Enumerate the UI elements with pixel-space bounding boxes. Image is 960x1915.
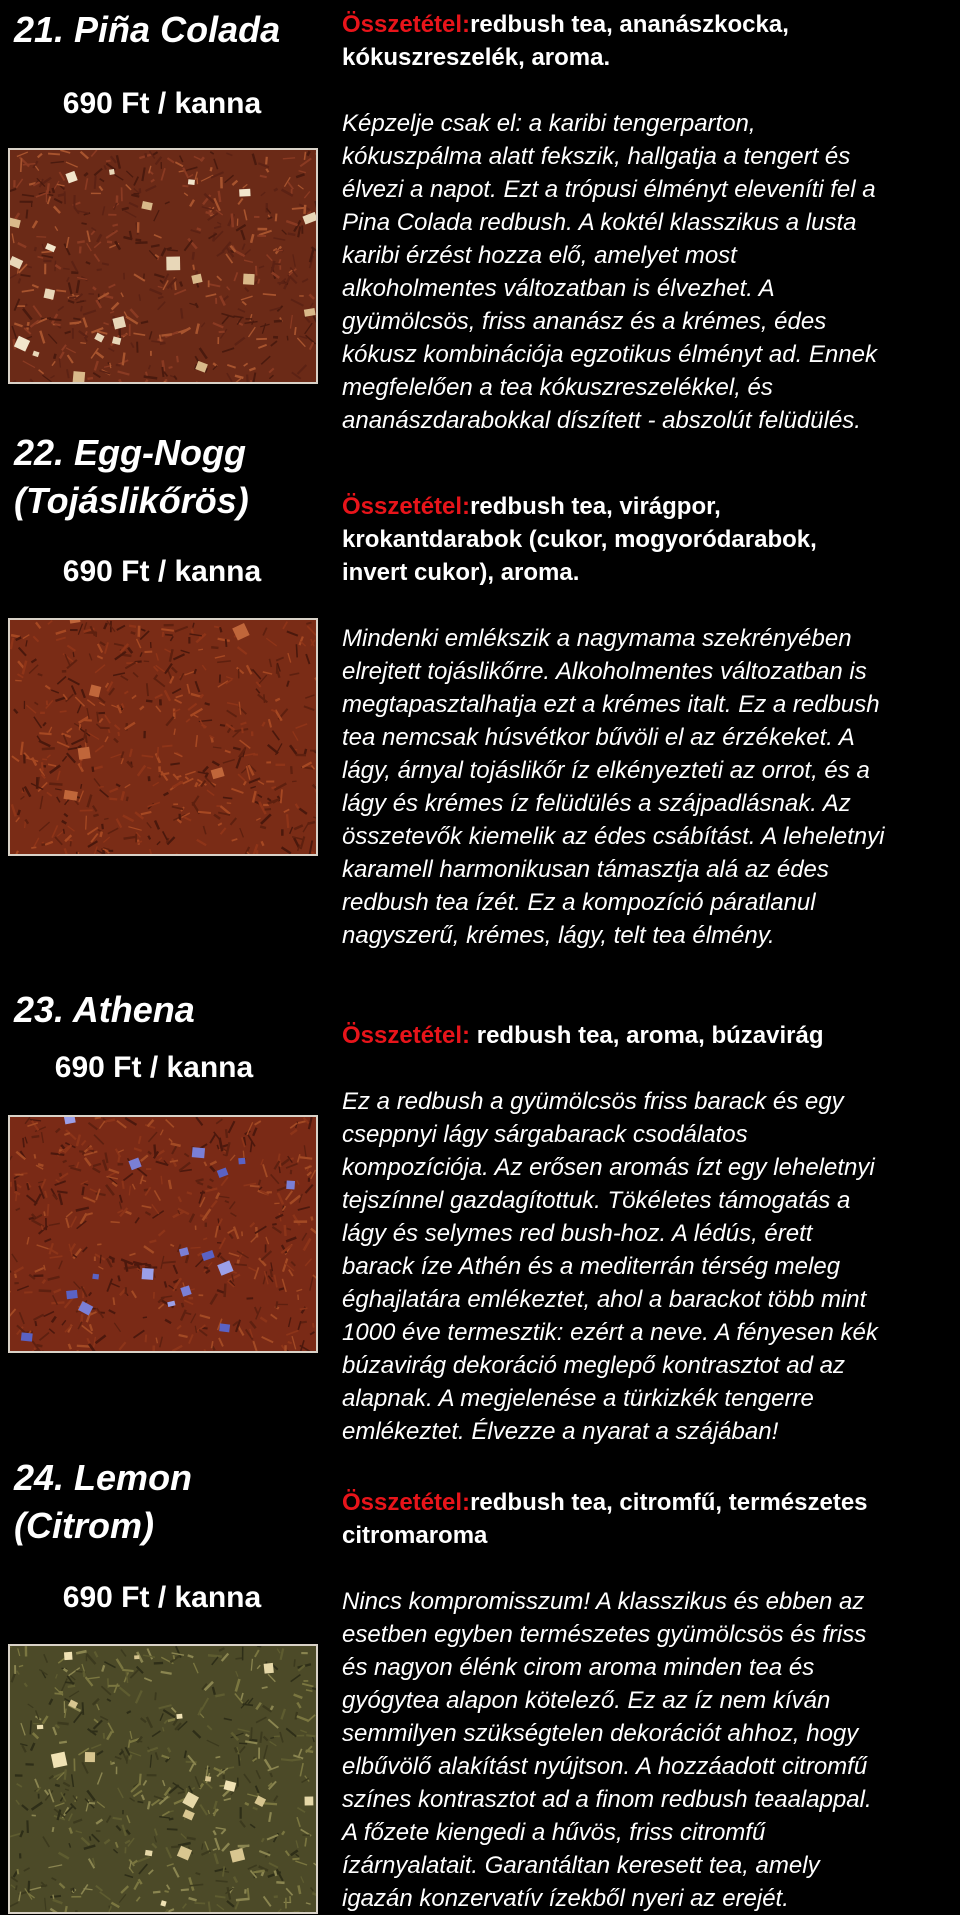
leaf-strand xyxy=(134,1264,147,1265)
leaf-strand xyxy=(265,809,271,810)
leaf-strand xyxy=(169,1180,171,1189)
leaf-strand xyxy=(25,821,26,828)
leaf-strand xyxy=(287,1228,291,1229)
leaf-strand xyxy=(294,1659,295,1666)
leaf-strand xyxy=(242,728,243,734)
leaf-strand xyxy=(208,1655,222,1656)
tea-leaves-svg xyxy=(10,1646,316,1912)
leaf-strand xyxy=(17,1869,18,1874)
leaf-strand xyxy=(260,176,267,177)
leaf-strand xyxy=(311,1216,312,1220)
composition xyxy=(342,8,954,74)
leaf-strand xyxy=(69,297,76,298)
leaf-strand xyxy=(82,1187,83,1195)
leaf-strand xyxy=(81,1314,82,1322)
leaf-strand xyxy=(15,1274,16,1278)
leaf-strand xyxy=(276,1882,284,1883)
leaf-strand xyxy=(130,231,131,238)
ingredient-piece xyxy=(21,1332,33,1341)
leaf-strand xyxy=(63,268,69,269)
ingredient-piece xyxy=(305,1796,314,1805)
leaf-strand xyxy=(262,1687,268,1688)
ingredient-piece xyxy=(37,1725,43,1730)
leaf-strand xyxy=(53,1827,54,1832)
leaf-strand xyxy=(263,294,276,295)
leaf-strand xyxy=(49,319,61,320)
composition-line: redbush tea, citromfű, természetes xyxy=(470,1489,867,1516)
leaf-strand xyxy=(49,784,62,785)
leaf-strand xyxy=(239,1743,247,1744)
ingredient-piece xyxy=(85,1752,95,1762)
leaf-strand xyxy=(38,674,43,675)
ingredient-piece xyxy=(51,1752,68,1769)
leaf-strand xyxy=(260,827,266,829)
leaf-strand xyxy=(86,816,87,830)
ingredient-piece xyxy=(109,169,115,175)
leaf-strand xyxy=(130,1755,132,1760)
composition xyxy=(342,1019,954,1052)
leaf-strand xyxy=(180,282,182,287)
leaf-strand xyxy=(146,1335,147,1343)
composition-line: kókuszreszelék, aroma. xyxy=(342,44,610,71)
composition-line: redbush tea, virágpor, xyxy=(470,493,721,520)
leaf-strand xyxy=(279,1160,280,1167)
leaf-strand xyxy=(226,1129,227,1138)
leaf-strand xyxy=(287,814,288,828)
leaf-strand xyxy=(295,327,296,335)
tea-description: Mindenki emlékszik a nagymama szekrényében elrejtett tojáslikőrre. Alkoholmentes változatban is megtapasztalhatja ezt a krémes italt. Ez a redbush tea nemcsak húsvétkor bűvöli el az érzékeket. A lágy, árnyal tojáslikőr íz elkényezteti az orrot, és a lágy és krémes íz felüdülés a szájpadlásnak. Az összetevők kiemelik az édes csábítást. A leheletnyi karamell harmonikusan támasztja alá az édes redbush tea ízét. Ez a kompozíció páratlanul nagyszerű, krémes, lágy, telt tea élmény. xyxy=(342,622,958,952)
leaf-strand xyxy=(296,644,297,657)
tea-price: 690 Ft / kanna xyxy=(12,554,312,590)
leaf-strand xyxy=(35,1321,36,1326)
composition xyxy=(342,1486,954,1552)
leaf-strand xyxy=(108,1678,109,1688)
leaf-strand xyxy=(167,1829,178,1830)
leaf-strand xyxy=(53,1895,54,1899)
leaf-strand xyxy=(140,1774,141,1786)
leaf-strand xyxy=(236,1899,249,1900)
leaf-strand xyxy=(16,1194,17,1201)
leaf-strand xyxy=(193,265,194,270)
leaf-strand xyxy=(195,783,197,787)
leaf-strand xyxy=(38,1164,43,1166)
leaf-strand xyxy=(304,205,305,214)
leaf-strand xyxy=(220,725,225,726)
leaf-strand xyxy=(42,759,47,760)
leaf-strand xyxy=(84,1671,85,1677)
leaf-strand xyxy=(151,245,160,247)
leaf-strand xyxy=(305,749,306,755)
leaf-strand xyxy=(155,1692,156,1700)
leaf-strand xyxy=(73,318,80,319)
leaf-strand xyxy=(79,1151,83,1152)
composition-label: Összetétel: xyxy=(342,1489,470,1516)
leaf-strand xyxy=(143,1317,147,1318)
tea-title: 21. Piña Colada xyxy=(14,6,324,54)
leaf-strand xyxy=(95,176,96,189)
composition xyxy=(342,490,954,589)
ingredient-piece xyxy=(78,747,91,760)
composition-line: citromaroma xyxy=(342,1522,487,1549)
composition-label: Összetétel: xyxy=(342,493,470,520)
leaf-strand xyxy=(35,247,36,251)
leaf-strand xyxy=(169,367,173,368)
leaf-strand xyxy=(245,1803,249,1805)
leaf-strand xyxy=(263,1803,277,1804)
leaf-strand xyxy=(80,343,86,344)
leaf-strand xyxy=(204,1267,208,1268)
leaf-strand xyxy=(102,263,109,264)
tea-leaves-image xyxy=(8,618,318,856)
leaf-strand xyxy=(213,232,215,241)
ingredient-piece xyxy=(145,1850,153,1856)
leaf-strand xyxy=(32,1136,40,1137)
leaf-strand xyxy=(87,378,93,379)
leaf-strand xyxy=(243,1151,244,1158)
leaf-strand xyxy=(170,763,179,764)
leaf-strand xyxy=(193,252,194,260)
tea-leaves-svg xyxy=(10,620,316,854)
leaf-strand xyxy=(93,815,98,816)
leaf-strand xyxy=(238,1260,239,1264)
ingredient-piece xyxy=(142,1268,154,1280)
tea-title: 23. Athena xyxy=(14,986,324,1034)
leaf-strand xyxy=(39,1291,52,1292)
leaf-strand xyxy=(271,1269,272,1277)
leaf-strand xyxy=(63,829,64,834)
leaf-strand xyxy=(77,852,78,854)
leaf-strand xyxy=(219,191,221,202)
leaf-strand xyxy=(298,1885,300,1894)
tea-description: Ez a redbush a gyümölcsös friss barack és egy cseppnyi lágy sárgabarack csodálatos kompozíciója. Az erősen aromás ízt egy leheletnyi tejszínnel gazdagítottuk. Tökéletes támogatás a lágy és selymes red bush-hoz. A lédús, érett barack íze Athén és a mediterrán térség meleg éghajlatára emlékeztet, ahol a barackot több mint 1000 éve termesztik: ezért a neve. A fényesen kék búzavirág dekoráció meglepő kontrasztot ad az alapnak. A megjelenése a türkizkék tengerre emlékeztet. Élvezze a nyarat a szájában! xyxy=(342,1085,958,1448)
leaf-strand xyxy=(34,1154,35,1158)
leaf-strand xyxy=(291,766,292,774)
leaf-strand xyxy=(111,1222,120,1223)
leaf-strand xyxy=(57,1723,68,1724)
leaf-strand xyxy=(81,306,82,311)
leaf-strand xyxy=(86,735,87,743)
ingredient-piece xyxy=(176,1714,182,1719)
leaf-strand xyxy=(145,153,146,157)
leaf-strand xyxy=(249,1740,257,1741)
leaf-strand xyxy=(197,228,201,230)
leaf-strand xyxy=(100,1255,101,1264)
leaf-strand xyxy=(60,711,67,712)
ingredient-piece xyxy=(92,1274,99,1280)
leaf-strand xyxy=(80,810,93,811)
leaf-strand xyxy=(292,1859,299,1860)
leaf-strand xyxy=(131,632,135,634)
leaf-strand xyxy=(216,1757,221,1758)
leaf-strand xyxy=(181,308,182,318)
leaf-strand xyxy=(260,1732,261,1743)
tea-leaves-image xyxy=(8,1644,318,1914)
leaf-strand xyxy=(274,321,282,322)
leaf-strand xyxy=(216,1881,228,1882)
leaf-strand xyxy=(198,812,211,813)
leaf-strand xyxy=(251,1727,252,1739)
leaf-strand xyxy=(198,649,203,650)
composition-line: redbush tea, aroma, búzavirág xyxy=(470,1022,823,1049)
leaf-strand xyxy=(60,1173,61,1177)
leaf-strand xyxy=(162,367,163,377)
leaf-strand xyxy=(274,189,278,191)
leaf-strand xyxy=(122,1670,133,1671)
leaf-strand xyxy=(167,250,177,251)
leaf-strand xyxy=(26,210,27,219)
leaf-strand xyxy=(109,799,117,800)
leaf-strand xyxy=(165,1891,169,1892)
leaf-strand xyxy=(39,733,51,734)
leaf-strand xyxy=(90,1836,91,1840)
leaf-strand xyxy=(48,154,60,155)
leaf-strand xyxy=(226,639,227,647)
leaf-strand xyxy=(21,158,22,172)
leaf-strand xyxy=(186,1762,197,1763)
ingredient-piece xyxy=(192,1147,205,1158)
leaf-strand xyxy=(55,1785,60,1786)
tea-price: 690 Ft / kanna xyxy=(12,1580,312,1616)
leaf-strand xyxy=(235,1658,242,1659)
leaf-strand xyxy=(211,647,218,648)
leaf-strand xyxy=(154,1144,155,1155)
leaf-strand xyxy=(234,1264,247,1265)
leaf-strand xyxy=(181,1889,189,1890)
leaf-strand xyxy=(118,732,119,736)
leaf-strand xyxy=(288,1342,292,1343)
leaf-strand xyxy=(174,1655,175,1659)
ingredient-piece xyxy=(134,1655,139,1659)
leaf-strand xyxy=(69,1166,75,1167)
ingredient-piece xyxy=(166,256,180,270)
leaf-strand xyxy=(11,635,20,637)
leaf-strand xyxy=(122,208,129,210)
leaf-strand xyxy=(274,1736,280,1737)
leaf-strand xyxy=(41,251,51,252)
leaf-strand xyxy=(209,1901,210,1911)
leaf-strand xyxy=(285,1225,286,1236)
leaf-strand xyxy=(73,652,74,657)
leaf-strand xyxy=(23,1138,24,1148)
leaf-strand xyxy=(287,336,288,341)
leaf-strand xyxy=(182,1303,183,1307)
leaf-strand xyxy=(138,1802,144,1803)
leaf-strand xyxy=(271,787,276,788)
leaf-strand xyxy=(211,167,212,171)
leaf-strand xyxy=(161,1176,162,1185)
leaf-strand xyxy=(58,194,65,195)
leaf-strand xyxy=(70,323,80,324)
leaf-strand xyxy=(162,746,172,747)
leaf-strand xyxy=(162,1262,176,1263)
leaf-strand xyxy=(80,246,81,253)
leaf-strand xyxy=(288,234,296,235)
leaf-strand xyxy=(70,841,71,847)
leaf-strand xyxy=(63,1161,67,1163)
leaf-strand xyxy=(272,1224,276,1225)
leaf-strand xyxy=(118,1276,119,1282)
leaf-strand xyxy=(65,1769,66,1779)
leaf-strand xyxy=(77,241,85,242)
leaf-strand xyxy=(157,747,158,758)
tea-leaves-svg xyxy=(10,1117,316,1351)
leaf-strand xyxy=(127,797,128,801)
leaf-strand xyxy=(28,1881,29,1893)
leaf-strand xyxy=(110,363,111,368)
leaf-strand xyxy=(30,1720,31,1734)
leaf-strand xyxy=(182,186,188,187)
tea-description: Képzelje csak el: a karibi tengerparton, kókuszpálma alatt fekszik, hallgatja a tengert és élvezi a napot. Ezt a trópusi élményt eleveníti fel a Pina Colada redbush. A koktél klasszikus a lusta karibi érzést hozza elő, amelyet most alkoholmentes változatban is élvezhet. A gyümölcsös, friss ananász és a krémes, édes kókusz kombinációja egzotikus élményt ad. Ennek megfelelően a tea kókuszreszelékkel, és ananászdarabokkal díszített - abszolút felüdülés. xyxy=(342,107,958,437)
leaf-strand xyxy=(59,1742,67,1743)
leaf-strand xyxy=(205,703,210,705)
leaf-strand xyxy=(102,824,103,829)
leaf-strand xyxy=(112,224,117,225)
leaf-strand xyxy=(95,1117,101,1118)
leaf-strand xyxy=(215,1896,225,1897)
composition-line: redbush tea, ananászkocka, xyxy=(470,11,789,38)
leaf-strand xyxy=(306,1735,315,1736)
leaf-strand xyxy=(65,1682,74,1683)
leaf-strand xyxy=(141,321,148,323)
ingredient-piece xyxy=(238,1158,245,1165)
leaf-strand xyxy=(83,1702,84,1715)
leaf-strand xyxy=(256,266,257,276)
leaf-strand xyxy=(77,1346,90,1347)
composition-label: Összetétel: xyxy=(342,1022,470,1049)
leaf-strand xyxy=(279,1288,284,1289)
tea-leaves-svg xyxy=(10,150,316,382)
leaf-strand xyxy=(14,339,15,349)
ingredient-piece xyxy=(44,288,56,299)
leaf-strand xyxy=(283,158,295,159)
leaf-strand xyxy=(31,847,36,848)
tea-leaves-image xyxy=(8,1115,318,1353)
leaf-strand xyxy=(81,223,86,224)
leaf-strand xyxy=(187,1838,196,1840)
leaf-strand xyxy=(197,178,198,185)
leaf-strand xyxy=(42,762,43,771)
leaf-strand xyxy=(161,334,172,335)
composition-line: invert cukor), aroma. xyxy=(342,559,579,586)
leaf-strand xyxy=(247,375,248,382)
leaf-strand xyxy=(300,1157,312,1158)
tea-title: 22. Egg-Nogg (Tojáslikőrös) xyxy=(14,429,324,525)
leaf-strand xyxy=(68,1686,75,1687)
leaf-strand xyxy=(192,629,193,634)
ingredient-piece xyxy=(64,1652,73,1660)
ingredient-piece xyxy=(205,1776,211,1782)
leaf-strand xyxy=(291,1759,301,1760)
leaf-strand xyxy=(313,1323,314,1327)
leaf-strand xyxy=(276,1301,277,1307)
leaf-strand xyxy=(27,266,32,267)
ingredient-piece xyxy=(188,179,195,185)
leaf-strand xyxy=(281,789,282,803)
leaf-strand xyxy=(301,1322,307,1323)
tea-price: 690 Ft / kanna xyxy=(4,1050,304,1086)
leaf-strand xyxy=(135,240,141,241)
ingredient-piece xyxy=(73,371,86,382)
leaf-strand xyxy=(292,208,305,209)
leaf-strand xyxy=(257,1646,261,1647)
leaf-strand xyxy=(165,635,173,636)
leaf-strand xyxy=(57,1191,67,1192)
leaf-strand xyxy=(304,152,305,160)
leaf-strand xyxy=(177,356,178,362)
leaf-strand xyxy=(146,701,152,702)
tea-leaves-image xyxy=(8,148,318,384)
leaf-strand xyxy=(258,279,259,284)
ingredient-piece xyxy=(219,1323,230,1332)
leaf-strand xyxy=(223,797,232,798)
leaf-strand xyxy=(93,767,94,772)
leaf-strand xyxy=(113,1818,122,1819)
leaf-strand xyxy=(296,1712,297,1720)
tea-title: 24. Lemon (Citrom) xyxy=(14,1454,324,1550)
leaf-strand xyxy=(41,1885,48,1886)
image-base xyxy=(10,620,316,854)
leaf-strand xyxy=(220,627,221,632)
leaf-strand xyxy=(277,283,287,284)
image-base xyxy=(10,1646,316,1912)
leaf-strand xyxy=(122,1181,123,1189)
ingredient-piece xyxy=(66,1290,78,1299)
leaf-strand xyxy=(47,1204,48,1216)
leaf-strand xyxy=(266,157,267,165)
leaf-strand xyxy=(153,1892,160,1893)
tea-price: 690 Ft / kanna xyxy=(12,86,312,122)
leaf-strand xyxy=(145,1265,151,1266)
leaf-strand xyxy=(101,831,102,836)
leaf-strand xyxy=(163,632,164,637)
leaf-strand xyxy=(55,324,61,325)
leaf-strand xyxy=(56,290,66,291)
leaf-strand xyxy=(18,810,20,815)
ingredient-piece xyxy=(239,189,250,197)
leaf-strand xyxy=(147,683,148,696)
leaf-strand xyxy=(166,379,167,382)
leaf-strand xyxy=(15,1180,16,1191)
leaf-strand xyxy=(16,1885,17,1890)
leaf-strand xyxy=(232,213,233,227)
leaf-strand xyxy=(50,1896,61,1897)
leaf-strand xyxy=(36,237,46,238)
composition-line: krokantdarabok (cukor, mogyoródarabok, xyxy=(342,526,817,553)
leaf-strand xyxy=(225,1284,226,1298)
leaf-strand xyxy=(129,626,136,627)
leaf-strand xyxy=(250,1186,260,1187)
leaf-strand xyxy=(44,1211,45,1216)
leaf-strand xyxy=(42,748,55,749)
leaf-strand xyxy=(54,354,55,359)
leaf-strand xyxy=(169,1819,173,1820)
leaf-strand xyxy=(97,269,102,270)
leaf-strand xyxy=(276,214,277,222)
leaf-strand xyxy=(190,1247,200,1248)
leaf-strand xyxy=(53,188,54,193)
leaf-strand xyxy=(51,1302,64,1303)
leaf-strand xyxy=(106,161,111,162)
ingredient-piece xyxy=(264,1663,274,1674)
tea-description: Nincs kompromisszum! A klasszikus és ebben az esetben egyben természetes gyümölcsös és friss és nagyon élénk cirom aroma minden tea és gyógytea alapon kötelező. Ez az íz nem kíván semmilyen szükségtelen dekorációt ahhoz, hogy elbűvölő alakítást nyújtson. A hozzáadott citromfű színes kontrasztot ad a finom redbush teaalappal. A főzete kiengedi a hűvös, friss citromfű ízárnyalatait. Garantáltan keresett tea, amely igazán konzervatív ízekből nyeri az erejét. xyxy=(342,1585,958,1915)
leaf-strand xyxy=(275,1871,277,1876)
composition-label: Összetétel: xyxy=(342,11,470,38)
ingredient-piece xyxy=(243,274,255,285)
leaf-strand xyxy=(113,1297,114,1305)
ingredient-piece xyxy=(286,1180,295,1189)
leaf-strand xyxy=(239,1754,240,1765)
